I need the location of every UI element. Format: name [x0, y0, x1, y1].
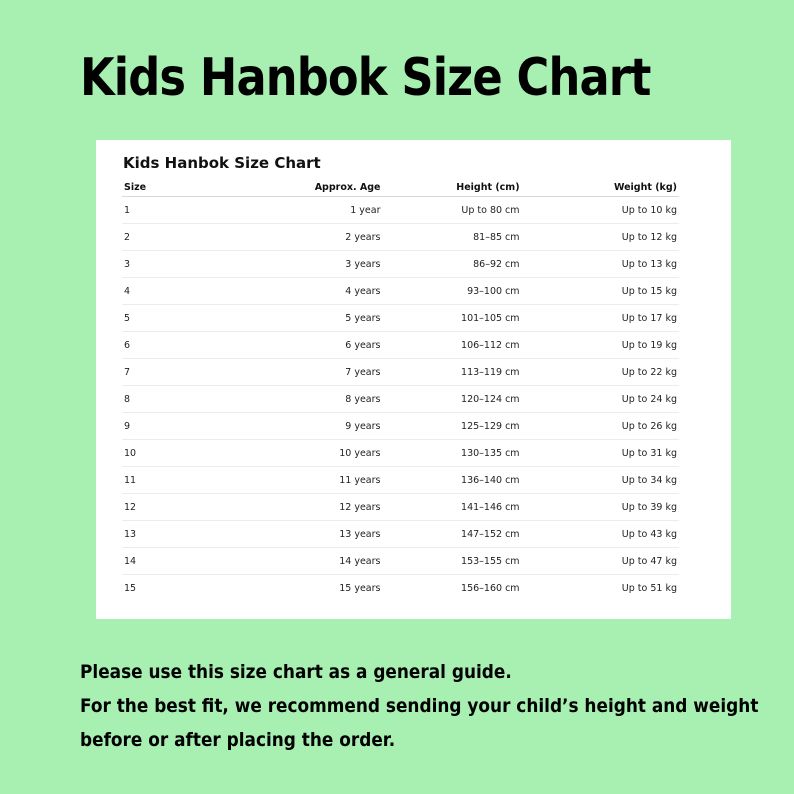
cell-weight: Up to 13 kg: [522, 251, 679, 278]
poster-title: Kids Hanbok Size Chart: [80, 48, 651, 108]
cell-weight: Up to 12 kg: [522, 224, 679, 251]
cell-size: 9: [122, 413, 223, 440]
table-row: [122, 440, 679, 467]
cell-age: 1 year: [223, 197, 382, 224]
cell-weight: Up to 19 kg: [522, 332, 679, 359]
cell-weight: Up to 26 kg: [522, 413, 679, 440]
table-body: [122, 197, 679, 602]
table-row: [122, 251, 679, 278]
table-row: [122, 494, 679, 521]
cell-height: Up to 80 cm: [383, 197, 522, 224]
size-chart-card: [96, 140, 731, 619]
table-row: [122, 332, 679, 359]
note-line: Please use this size chart as a general guide.: [80, 661, 512, 683]
cell-age: 9 years: [223, 413, 382, 440]
table-row: [122, 278, 679, 305]
cell-size: 4: [122, 278, 223, 305]
cell-weight: Up to 47 kg: [522, 548, 679, 575]
cell-size: 11: [122, 467, 223, 494]
cell-height: 101–105 cm: [383, 305, 522, 332]
table-row: [122, 521, 679, 548]
table-row: [122, 413, 679, 440]
table-header: [122, 178, 679, 197]
cell-weight: Up to 10 kg: [522, 197, 679, 224]
cell-age: 11 years: [223, 467, 382, 494]
cell-height: 86–92 cm: [383, 251, 522, 278]
table-row: [122, 467, 679, 494]
cell-age: 4 years: [223, 278, 382, 305]
cell-weight: Up to 39 kg: [522, 494, 679, 521]
table-row: [122, 197, 679, 224]
table-row: [122, 224, 679, 251]
cell-size: 14: [122, 548, 223, 575]
column-header-size: Size: [122, 178, 223, 197]
cell-height: 125–129 cm: [383, 413, 522, 440]
cell-size: 10: [122, 440, 223, 467]
cell-size: 2: [122, 224, 223, 251]
cell-weight: Up to 15 kg: [522, 278, 679, 305]
cell-height: 153–155 cm: [383, 548, 522, 575]
column-header-weight: Weight (kg): [522, 178, 679, 197]
card-title: Kids Hanbok Size Chart: [123, 154, 321, 172]
note-line: For the best fit, we recommend sending your child’s height and weight: [80, 695, 759, 717]
cell-age: 15 years: [339, 582, 381, 594]
cell-age: 3 years: [223, 251, 382, 278]
cell-height: 141–146 cm: [383, 494, 522, 521]
table-row: [122, 359, 679, 386]
cell-age: 6 years: [223, 332, 382, 359]
note-line: before or after placing the order.: [80, 729, 396, 751]
cell-age: 2 years: [223, 224, 382, 251]
cell-age: 12 years: [223, 494, 382, 521]
cell-size: 5: [122, 305, 223, 332]
cell-weight: Up to 24 kg: [522, 386, 679, 413]
cell-weight: Up to 43 kg: [522, 521, 679, 548]
cell-height: 120–124 cm: [383, 386, 522, 413]
table-row: [122, 575, 679, 602]
size-guide-note: [80, 655, 758, 757]
header-row: [122, 178, 679, 197]
cell-size: 3: [122, 251, 223, 278]
cell-height: 130–135 cm: [383, 440, 522, 467]
cell-weight: Up to 51 kg: [621, 582, 677, 594]
cell-size: 12: [122, 494, 223, 521]
cell-size: 1: [122, 197, 223, 224]
cell-size: 7: [122, 359, 223, 386]
table-row: [122, 386, 679, 413]
cell-weight: Up to 34 kg: [522, 467, 679, 494]
cell-height: 93–100 cm: [383, 278, 522, 305]
cell-height: 136–140 cm: [383, 467, 522, 494]
cell-weight: Up to 17 kg: [522, 305, 679, 332]
cell-weight: Up to 31 kg: [522, 440, 679, 467]
column-header-height: Height (cm): [383, 178, 522, 197]
cell-size: 6: [122, 332, 223, 359]
cell-age: 10 years: [223, 440, 382, 467]
cell-height: 113–119 cm: [383, 359, 522, 386]
cell-age: 8 years: [223, 386, 382, 413]
size-table: [122, 178, 679, 601]
column-header-age: Approx. Age: [223, 178, 382, 197]
cell-age: 7 years: [223, 359, 382, 386]
table-row: [122, 548, 679, 575]
cell-age: 14 years: [223, 548, 382, 575]
cell-size: 8: [122, 386, 223, 413]
cell-height: 156–160 cm: [461, 582, 520, 594]
table-row: [122, 305, 679, 332]
cell-height: 106–112 cm: [383, 332, 522, 359]
cell-weight: Up to 22 kg: [522, 359, 679, 386]
cell-age: 13 years: [223, 521, 382, 548]
cell-height: 81–85 cm: [383, 224, 522, 251]
cell-size: 15: [124, 582, 137, 594]
cell-height: 147–152 cm: [383, 521, 522, 548]
cell-age: 5 years: [223, 305, 382, 332]
cell-size: 13: [122, 521, 223, 548]
